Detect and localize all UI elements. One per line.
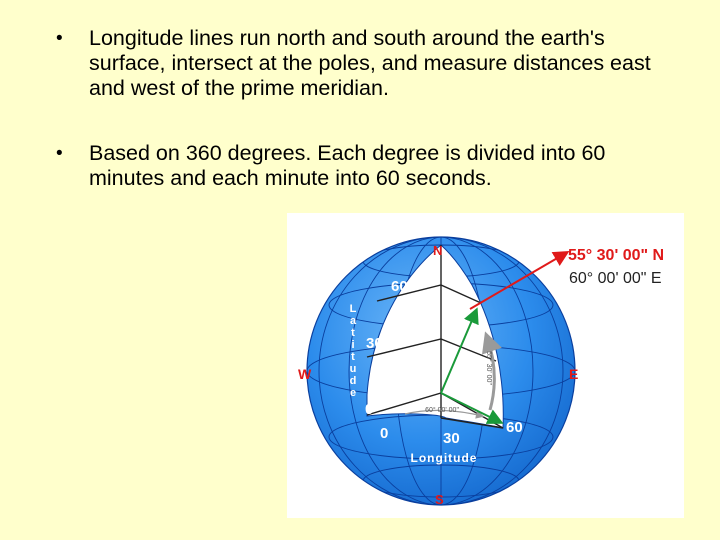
coord-longitude: 60° 00' 00" E bbox=[569, 270, 662, 287]
longitude-label: Longitude bbox=[410, 451, 478, 465]
lat-60-label: 60 bbox=[391, 278, 408, 295]
svg-text:a: a bbox=[349, 315, 357, 327]
south-label: S bbox=[435, 492, 444, 507]
svg-text:u: u bbox=[349, 363, 357, 375]
svg-text:L: L bbox=[349, 303, 357, 315]
lat-30-label: 30 bbox=[366, 335, 383, 352]
bullet-text: Based on 360 degrees. Each degree is divided into 60 minutes and each minute into 60 seconds. bbox=[89, 141, 606, 190]
north-label: N bbox=[433, 243, 443, 258]
bullet-text: Longitude lines run north and south around the earth's surface, intersect at the poles, and measure distances east and west of the prime meridian. bbox=[89, 26, 651, 100]
svg-text:i: i bbox=[351, 339, 355, 351]
west-label: W bbox=[298, 366, 312, 382]
lat-angle-value: 55° 30' 00" bbox=[485, 351, 492, 385]
lon-0-label: 0 bbox=[380, 425, 389, 442]
coord-latitude: 55° 30' 00" N bbox=[568, 247, 665, 264]
lat-0-label: 0 bbox=[365, 401, 374, 418]
svg-text:t: t bbox=[351, 351, 355, 363]
svg-text:t: t bbox=[351, 327, 355, 339]
east-label: E bbox=[569, 366, 579, 382]
svg-text:d: d bbox=[349, 375, 357, 387]
svg-text:e: e bbox=[349, 387, 357, 399]
bullet-dot: • bbox=[56, 143, 63, 164]
bullet-dot: • bbox=[56, 28, 63, 49]
lon-angle-value: 60° 00' 00" bbox=[425, 407, 459, 414]
lon-30-label: 30 bbox=[443, 430, 460, 447]
lon-60-label: 60 bbox=[506, 419, 523, 436]
